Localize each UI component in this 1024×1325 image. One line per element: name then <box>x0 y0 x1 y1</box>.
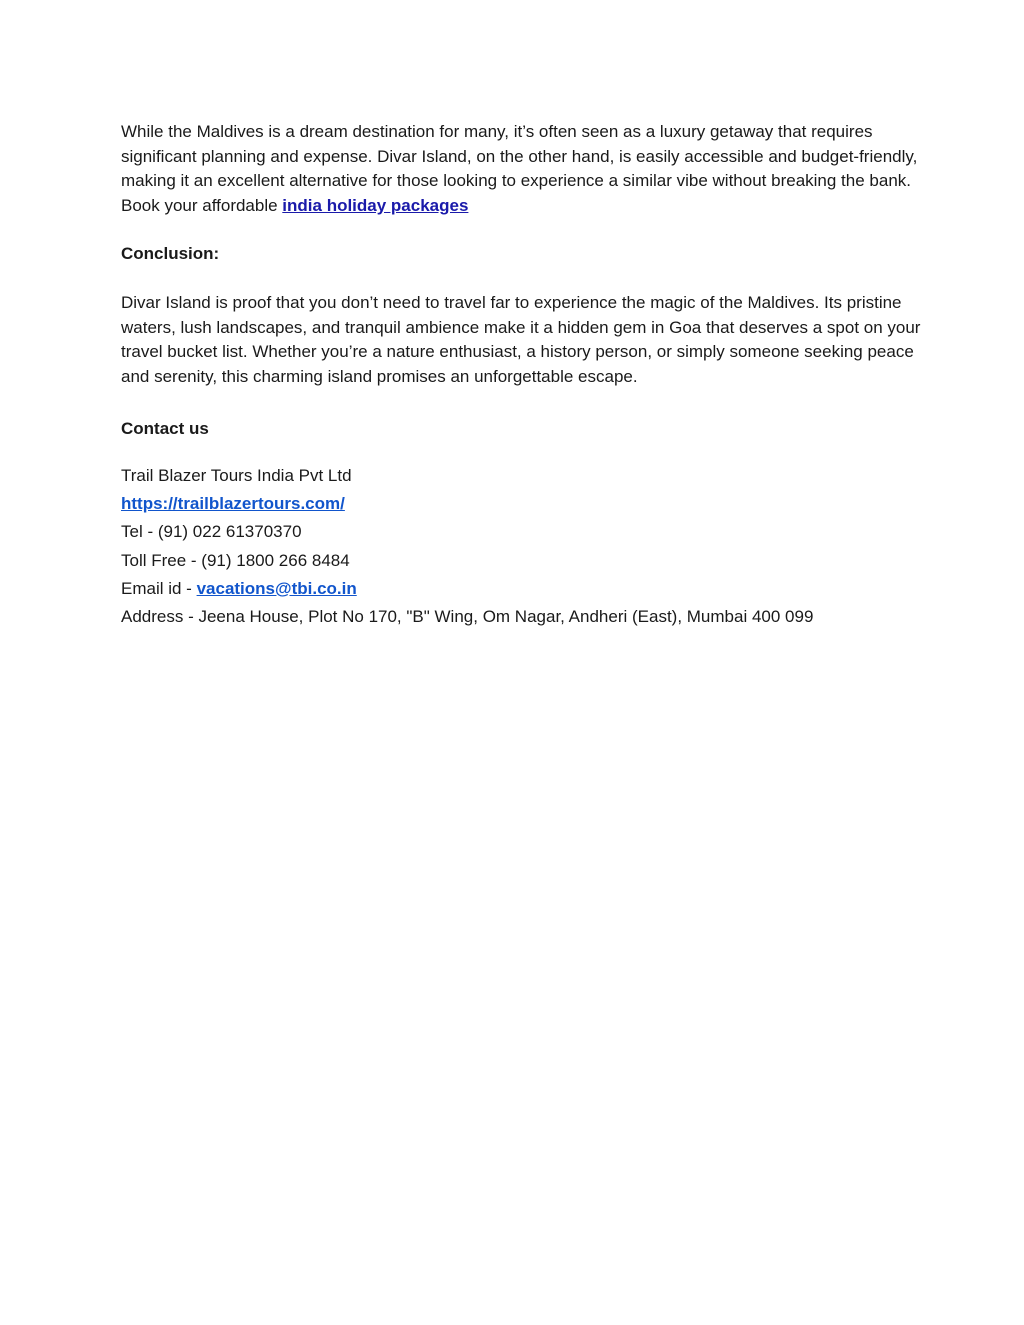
india-holiday-packages-link[interactable]: india holiday packages <box>282 195 469 215</box>
address-line: Address - Jeena House, Plot No 170, "B" Wing, Om Nagar, Andheri (East), Mumbai 400 099 <box>121 606 814 626</box>
website-link[interactable]: https://trailblazertours.com/ <box>121 494 345 514</box>
conclusion-paragraph: Divar Island is proof that you don’t need to travel far to experience the magic of the Maldives. Its pristine waters, lush landscapes, and tranquil ambience make it a hidden gem in Goa that deserves a spot on your travel bucket list. Whether you’re a nature enthusiast, a history person, or simply someone seeking peace and serenity, this charming island promises an unforgettable escape. <box>121 292 921 386</box>
email-line <box>121 575 921 603</box>
document-body <box>121 120 921 631</box>
conclusion-heading: Conclusion: <box>121 244 220 264</box>
intro-paragraph <box>121 120 921 218</box>
tel-line: Tel - (91) 022 61370370 <box>121 522 302 542</box>
intro-text: While the Maldives is a dream destination for many, it’s often seen as a luxury getaway that requires significant planning and expense. Divar Island, on the other hand, is easily accessible and budget-friendly, making it an excellent alternative for those looking to experience a similar vibe without breaking the bank. Book your affordable <box>121 122 918 215</box>
email-label: Email id - <box>121 578 197 598</box>
toll-free-line: Toll Free - (91) 1800 266 8484 <box>121 550 350 570</box>
contact-heading: Contact us <box>121 419 209 439</box>
email-link[interactable]: vacations@tbi.co.in <box>196 578 357 598</box>
contact-block <box>121 462 921 631</box>
company-name: Trail Blazer Tours India Pvt Ltd <box>121 465 352 485</box>
website-line <box>121 490 921 518</box>
